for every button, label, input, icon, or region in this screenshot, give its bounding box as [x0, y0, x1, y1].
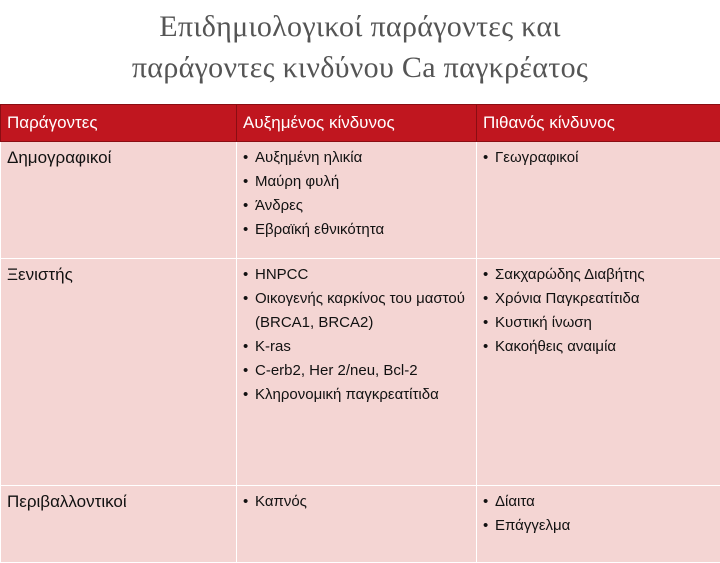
list-item: • K-ras [243, 335, 470, 359]
increased-risk-cell [237, 259, 477, 486]
header-possible-risk: Πιθανός κίνδυνος [477, 105, 720, 142]
list-item: • Αυξημένη ηλικία [243, 146, 470, 170]
list-item: • Επάγγελμα [483, 514, 714, 538]
increased-risk-cell [237, 142, 477, 259]
table-row [1, 486, 720, 563]
slide-title [0, 6, 720, 88]
list-item: • Κυστική ίνωση [483, 311, 714, 335]
table-row [1, 142, 720, 259]
row-factor-host: Ξενιστής [1, 259, 237, 486]
list-item: • Σακχαρώδης Διαβήτης [483, 263, 714, 287]
list-item: • Καπνός [243, 490, 470, 514]
list-item: • Κακοήθεις αναιμία [483, 335, 714, 359]
slide-title-line-1: Επιδημιολογικοί παράγοντες και [0, 6, 720, 47]
list-item: • Άνδρες [243, 194, 470, 218]
header-factors: Παράγοντες [1, 105, 237, 142]
row-factor-demographic: Δημογραφικοί [1, 142, 237, 259]
slide-title-line-2: παράγοντες κινδύνου Ca παγκρέατος [0, 47, 720, 88]
table-row [1, 259, 720, 486]
possible-risk-cell [477, 259, 720, 486]
list-item: • Εβραϊκή εθνικότητα [243, 218, 470, 242]
list-item: • Οικογενής καρκίνος του μαστού (BRCA1, BRCA2) [243, 287, 470, 335]
list-item: • Χρόνια Παγκρεατίτιδα [483, 287, 714, 311]
list-item: • Δίαιτα [483, 490, 714, 514]
list-item: • Γεωγραφικοί [483, 146, 714, 170]
possible-risk-cell [477, 486, 720, 563]
increased-risk-cell [237, 486, 477, 563]
risk-factors-table [0, 104, 720, 563]
possible-risk-cell [477, 142, 720, 259]
list-item: • Κληρονομική παγκρεατίτιδα [243, 383, 470, 407]
list-item: • Μαύρη φυλή [243, 170, 470, 194]
header-increased-risk: Αυξημένος κίνδυνος [237, 105, 477, 142]
table-header-row [1, 105, 720, 142]
list-item: • HNPCC [243, 263, 470, 287]
list-item: • C-erb2, Her 2/neu, Bcl-2 [243, 359, 470, 383]
row-factor-environmental: Περιβαλλοντικοί [1, 486, 237, 563]
